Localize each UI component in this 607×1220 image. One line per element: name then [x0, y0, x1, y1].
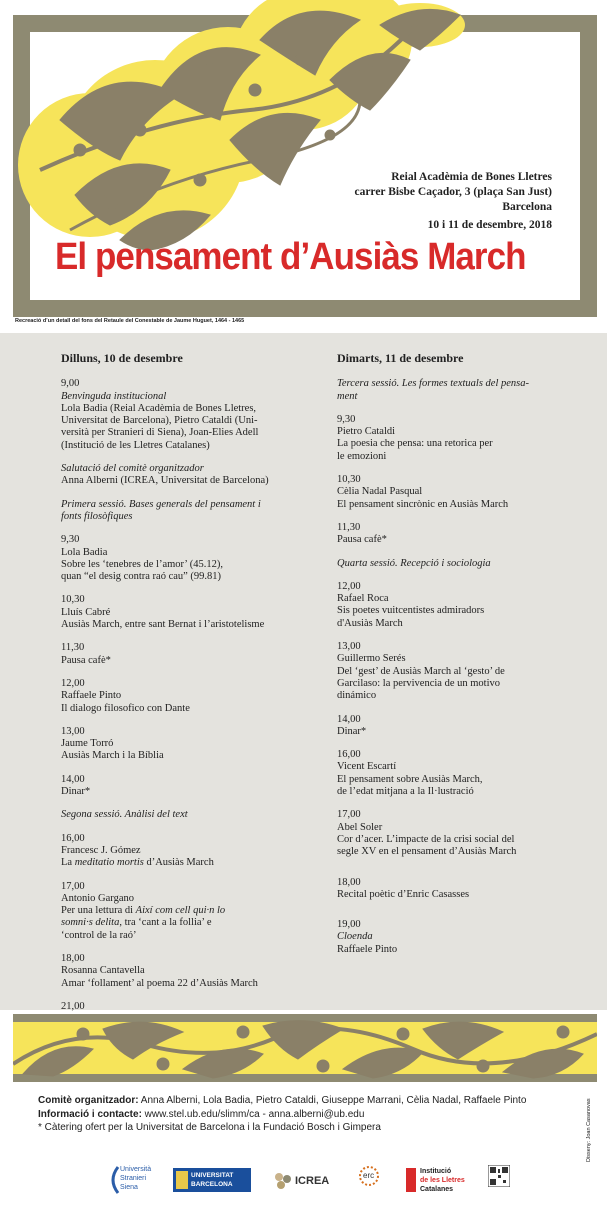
schedule-line: versità per Stranieri di Siena), Joan-Elies Adell: [61, 427, 259, 439]
schedule-block: [337, 522, 567, 547]
schedule-line: Raffaele Pinto: [61, 690, 122, 702]
page-title: El pensament d’Ausiàs March: [55, 236, 526, 278]
schedule-line: La meditatio mortis d’Ausiàs March: [61, 857, 214, 869]
schedule-line: 9,30: [61, 534, 80, 546]
event-dates: 10 i 11 de desembre, 2018: [427, 219, 552, 231]
schedule-line: 13,00: [337, 641, 361, 653]
schedule-block: [337, 474, 567, 511]
schedule-line: 21,00: [61, 1000, 85, 1012]
schedule-line: Pausa cafè*: [337, 534, 387, 546]
schedule-line: Segona sessió. Anàlisi del text: [61, 809, 188, 821]
schedule-block: [61, 594, 301, 631]
artwork-credit: Recreació d’un detall del fons del Retaule del Conestable de Jaume Huguet, 1464 - 1465: [15, 318, 245, 324]
schedule-line: somni·s delita, tra ‘cant a la follia’ e: [61, 917, 212, 929]
schedule-line: 9,30: [337, 413, 356, 425]
erc-logo: erc: [350, 1165, 390, 1195]
schedule-block: [337, 558, 567, 570]
ilc-logo: Institució de les Lletres Catalanes: [406, 1165, 472, 1195]
schedule-line: 17,00: [61, 880, 85, 892]
schedule-block: [61, 678, 301, 715]
schedule-line: Il dialogo filosofico con Dante: [61, 702, 190, 714]
schedule-block: [61, 809, 301, 821]
schedule-line: 12,00: [61, 677, 85, 689]
schedule-line: Del ‘gest’ de Ausiàs March al ‘gesto’ de: [337, 665, 505, 677]
schedule-line: 16,00: [61, 832, 85, 844]
qr-logo: [488, 1165, 514, 1195]
schedule-block: [337, 919, 567, 956]
schedule-line: 16,00: [337, 749, 361, 761]
schedule-block: [337, 809, 567, 858]
schedule-block: [337, 877, 567, 902]
schedule-line: ‘control de la raó’: [61, 929, 137, 941]
schedule-line: 19,00: [337, 919, 361, 931]
ilc-mark-icon: [406, 1168, 416, 1192]
schedule-line: 14,00: [61, 773, 85, 785]
schedule-block: [337, 714, 567, 739]
schedule-line: Jaume Torró: [61, 738, 114, 750]
day-heading: Dilluns, 10 de desembre: [61, 351, 183, 365]
schedule-block: [61, 833, 301, 870]
schedule-line: Cor d’acer. L’impacte de la crisi social del: [337, 833, 515, 845]
day-1-schedule: [61, 378, 301, 1025]
schedule-line: fonts filosòfiques: [61, 510, 133, 522]
schedule-block: [61, 642, 301, 667]
schedule-line: Quarta sessió. Recepció i sociologia: [337, 557, 491, 569]
schedule-line: Dinar*: [61, 786, 91, 798]
footer: [38, 1094, 598, 1135]
schedule-line: Recital poètic d’Enric Casasses: [337, 888, 470, 900]
schedule-line: Lola Badia (Reial Acadèmia de Bones Lletres,: [61, 402, 257, 414]
schedule-line: 12,00: [337, 580, 361, 592]
schedule-line: Amar ‘follament’ al poema 22 d’Ausiàs March: [61, 977, 258, 989]
schedule-line: Benvinguda institucional: [61, 390, 167, 402]
catering-note: * Càtering ofert per la Universitat de Barcelona i la Fundació Bosch i Gimpera: [38, 1122, 381, 1133]
schedule-line: 11,30: [337, 521, 361, 533]
icrea-logo: ICREA: [273, 1165, 333, 1195]
schedule-line: Universitat de Barcelona), Pietro Cataldi (Uni-: [61, 415, 258, 427]
ub-logo: UNIVERSITAT BARCELONA: [173, 1168, 251, 1192]
schedule-line: Rafael Roca: [337, 593, 389, 605]
design-credit: Disseny: Joan Casanovas: [586, 1098, 592, 1162]
schedule-line: Lola Badia: [61, 546, 108, 558]
schedule-line: Sis poetes vuitcentistes admiradors: [337, 605, 485, 617]
schedule-line: segle XV en el pensament d’Ausiàs March: [337, 846, 517, 858]
schedule-block: [61, 774, 301, 799]
committee-line: Comitè organitzador: Anna Alberni, Lola Badia, Pietro Cataldi, Giuseppe Marrani, Cèlia Nadal, Raffaele Pinto: [38, 1095, 527, 1106]
schedule-line: Garcilaso: la pervivencia de un motivo: [337, 677, 500, 689]
day-heading: Dimarts, 11 de desembre: [337, 351, 464, 365]
schedule-block: [337, 414, 567, 463]
schedule-line: Ausiàs March, entre sant Bernat i l’aristotelisme: [61, 619, 265, 631]
schedule-line: Tercera sessió. Les formes textuals del pensa-: [337, 378, 529, 390]
schedule-line: El pensament sincrònic en Ausiàs March: [337, 498, 509, 510]
schedule-line: Ausiàs March i la Bíblia: [61, 750, 164, 762]
schedule-line: quan “el desig contra raó cau” (99.81): [61, 571, 222, 583]
schedule-line: Lluís Cabré: [61, 606, 111, 618]
venue-address: carrer Bisbe Caçador, 3 (plaça San Just): [354, 186, 552, 198]
schedule-block: [61, 726, 301, 763]
floral-artwork: [0, 0, 607, 330]
schedule-line: Salutació del comitè organitzador: [61, 463, 204, 475]
schedule-block: [337, 378, 567, 403]
schedule-line: 18,00: [61, 952, 85, 964]
schedule-line: Pietro Cataldi: [337, 426, 396, 438]
schedule-line: d'Ausiàs March: [337, 617, 403, 629]
ub-shield-icon: [176, 1171, 188, 1189]
schedule-line: Abel Soler: [337, 821, 383, 833]
schedule-line: 10,30: [61, 594, 85, 606]
schedule-line: ment: [337, 390, 358, 402]
schedule-line: Cloenda: [337, 931, 373, 943]
schedule-line: Anna Alberni (ICREA, Universitat de Barcelona): [61, 475, 269, 487]
schedule-line: Pausa cafè*: [61, 654, 111, 666]
schedule-block: [61, 499, 301, 524]
schedule-block: [61, 953, 301, 990]
schedule-line: Vicent Escartí: [337, 761, 397, 773]
contact-line: Informació i contacte: www.stel.ub.edu/slimm/ca - anna.alberni@ub.edu: [38, 1108, 365, 1120]
schedule-line: 18,00: [337, 876, 361, 888]
schedule-line: La poesia che pensa: una retorica per: [337, 438, 493, 450]
schedule-block: [61, 463, 301, 488]
venue-name: Reial Acadèmia de Bones Lletres: [391, 171, 552, 183]
schedule-line: Primera sessió. Bases generals del pensament i: [61, 498, 261, 510]
schedule-line: Antonio Gargano: [61, 892, 135, 904]
schedule-line: Raffaele Pinto: [337, 943, 398, 955]
schedule-line: 13,00: [61, 725, 85, 737]
schedule-block: [337, 581, 567, 630]
schedule-line: Guillermo Serés: [337, 653, 406, 665]
schedule-block: [337, 749, 567, 798]
schedule-line: Cèlia Nadal Pasqual: [337, 486, 423, 498]
schedule-block: [61, 378, 301, 452]
schedule-line: 11,30: [61, 642, 85, 654]
day-1-column: [61, 352, 301, 1036]
schedule-line: Dinar*: [337, 725, 367, 737]
schedule-line: 10,30: [337, 474, 361, 486]
schedule-block: [61, 534, 301, 583]
schedule-line: dinámico: [337, 690, 377, 702]
schedule-line: de l’edat mitjana a la Il·lustració: [337, 786, 474, 798]
venue-city: Barcelona: [502, 201, 552, 213]
schedule-line: Rosanna Cantavella: [61, 965, 145, 977]
schedule-line: Francesc J. Gómez: [61, 844, 141, 856]
icrea-mark-icon: [273, 1171, 293, 1191]
siena-logo: Università Stranieri Siena: [108, 1165, 160, 1195]
schedule-line: 17,00: [337, 809, 361, 821]
schedule-line: le emozioni: [337, 450, 387, 462]
bottom-floral-artwork: [13, 1014, 597, 1082]
qr-code-icon: [488, 1165, 510, 1187]
schedule-line: Per una lettura di Així com cell qui·n lo: [61, 905, 226, 917]
schedule-block: [337, 641, 567, 702]
schedule-block: [61, 881, 301, 942]
schedule-line: Sobre les ‘tenebres de l’amor’ (45.12),: [61, 558, 224, 570]
schedule-line: El pensament sobre Ausiàs March,: [337, 773, 483, 785]
schedule-line: 14,00: [337, 713, 361, 725]
schedule-line: 9,00: [61, 378, 80, 390]
day-2-schedule: [337, 378, 567, 956]
schedule-line: (Institució de les Lletres Catalanes): [61, 439, 210, 451]
day-2-column: [337, 352, 567, 967]
